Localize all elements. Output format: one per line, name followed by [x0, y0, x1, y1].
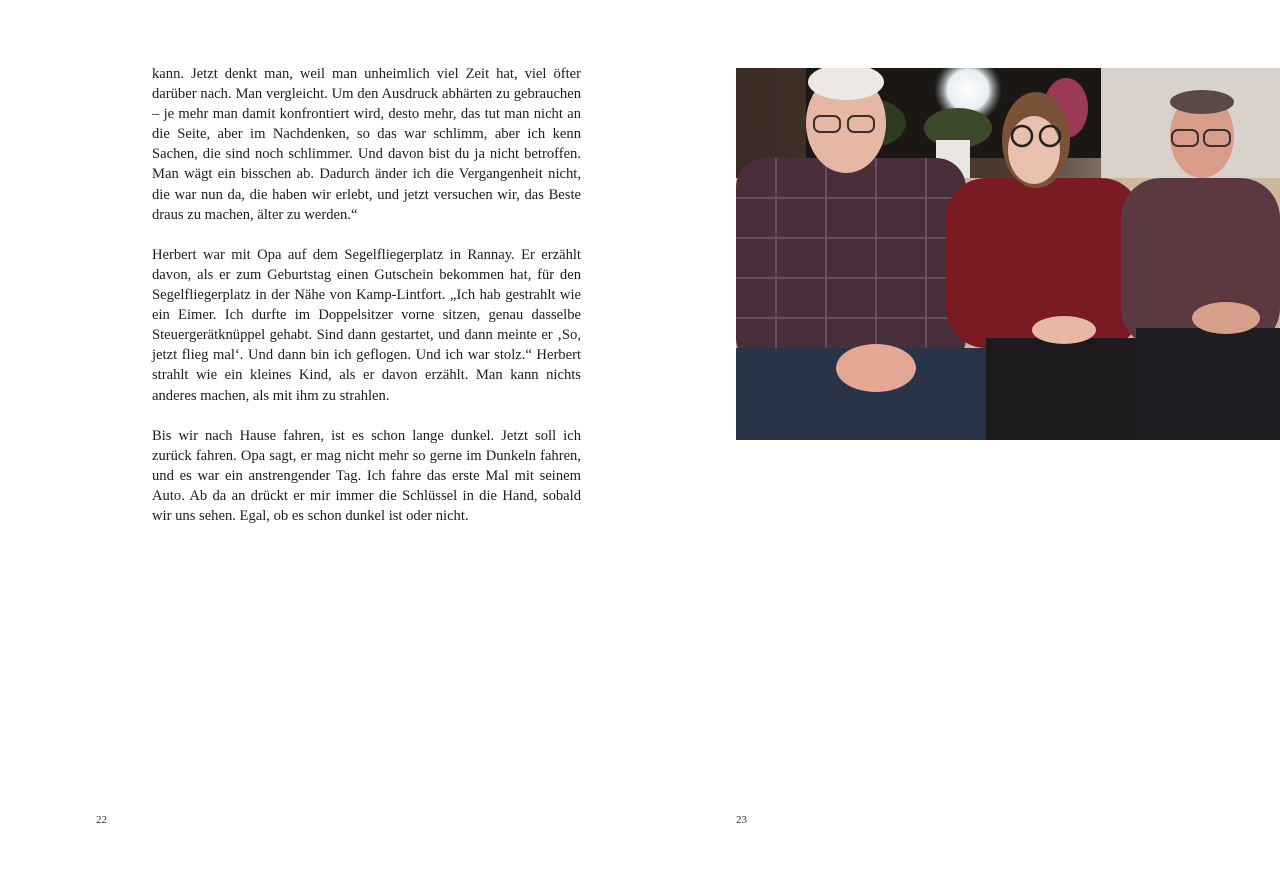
photo-image — [736, 68, 1280, 440]
paragraph-3: Bis wir nach Hause fahren, ist es schon lange dunkel. Jetzt soll ich zurück fahren. Opa sagt, er mag nicht mehr so gerne im Dunkeln fahren, und es war ein anstrengender Tag. Ich fahre das erste Mal mit seinem Auto. Ab da an drückt er mir immer die Schlüssel in die Hand, sobald wir uns sehen. Egal, ob es schon dunkel ist oder nicht. — [152, 427, 581, 525]
paragraph-1: kann. Jetzt denkt man, weil man unheimlich viel Zeit hat, viel öfter darüber nach. Man vergleicht. Um den Ausdruck abhärten zu gebrauchen – je mehr man damit konfrontiert wird, desto mehr, das tut man nicht an die Seite, aber im Nachdenken, so das war schlimm, aber ich kenn Sachen, die sind noch schlimmer. Und davon bist du ja nicht betroffen. Man wägt ein bisschen ab. Dadurch änder ich die Vergangenheit nicht, die war nun da, die haben wir erlebt, und jetzt versuchen wir, das Beste draus zu machen, älter zu werden.“ — [152, 66, 581, 223]
page-number-left: 22 — [96, 814, 107, 826]
page-number-right: 23 — [736, 814, 747, 826]
right-page — [640, 0, 1280, 892]
paragraph-2: Herbert war mit Opa auf dem Segelfliegerplatz in Rannay. Er erzählt davon, als er zum Geburtstag einen Gutschein bekommen hat, für den Segelfliegerplatz in der Nähe von Kamp-Lintfort. „Ich hab gestrahlt wie ein Eimer. Ich durfte im Doppelsitzer vorne sitzen, genau dasselbe Steuergerätknüppel gehabt. Sind dann gestartet, und dann meinte er ‚So, jetzt flieg mal‘. Und dann bin ich geflogen. Und ich war stolz.“ Herbert strahlt wie ein kleines Kind, als er davon erzählt. Man kann nichts anderes machen, als mit ihm zu strahlen. — [152, 246, 581, 404]
body-text — [152, 64, 581, 546]
photo-three-people-sofa — [736, 68, 1280, 440]
